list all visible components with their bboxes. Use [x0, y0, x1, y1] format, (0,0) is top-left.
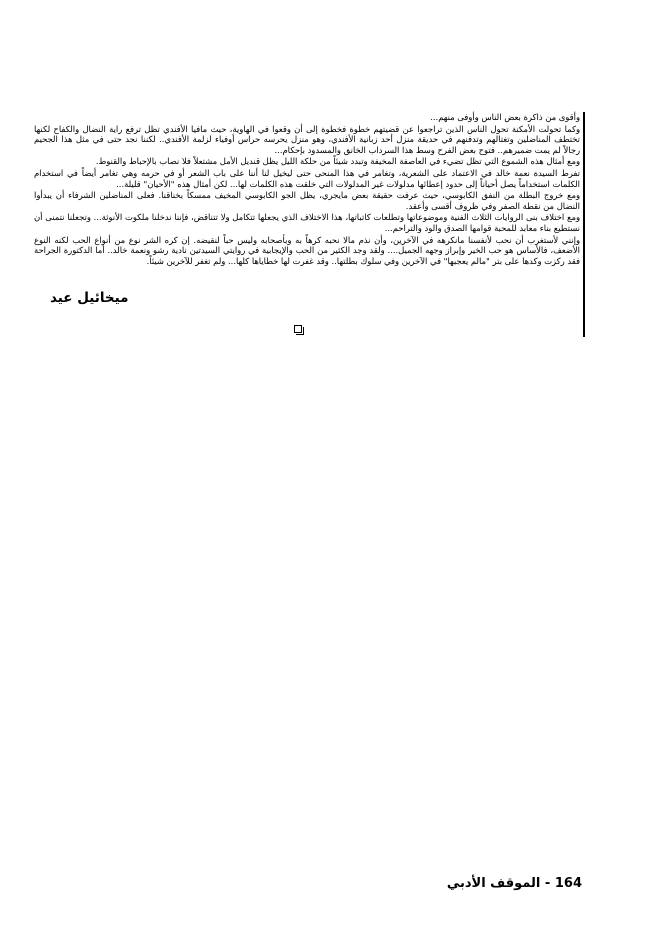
page-footer — [432, 876, 582, 891]
article-body — [34, 112, 580, 266]
publication-name: الموقف الأدبي — [446, 876, 541, 891]
paragraph: وكما تحولت الأمكنة تحول الناس الذين تراجعوا عن قضيتهم خطوة فخطوة إلى أن وقعوا في الهاوية، حيث مافيا الأفندي تظل ترفع راية النضال والكفاح لكنها تختطف المناضلين وتغتالهم وتدفنهم في حديقة منزل أحد زبانية الأفندي، وهو منزل يحرسه حراس أوفياء لزلمة الأفندي.. لكننا نجد حتى في مثل هذا الجحيم رجالاً لم يمت ضميرهم.. فتوح بعض الفرح وسط هذا السرداب الخانق والمسدود بإحكام... — [34, 123, 580, 155]
paragraph: ومع اختلاف بنى الروايات الثلاث الفنية وموضوعاتها وتطلعات كاتباتها، هذا الاختلاف الذي يجعلها تتكامل ولا تتناقض، فإننا ندخلنا ملكوت الأنوثة... وتجعلنا نتمنى أن نستطيع بناء معابد للمحبة قوامها الصدق والود والتراحم... — [34, 212, 580, 233]
page-number: 164 — [554, 876, 582, 891]
paragraph: ومع خروج البطلة من النفق الكابوسي، حيث عرفت حقيقة بعض مايجري، يظل الجو الكابوسي المخيف ممسكاً بخناقنا. فعلى المناضلين الشرفاء أن يبدأوا النضال من نقطة الصفر وفي ظروف أقسى وأعقد. — [34, 190, 580, 211]
paragraph: تفرط السيدة نعمة خالد في الاعتماد على الشعرية، وتغامر في هذا المنحى حتى ليخيل لنا أننا على باب الشعر أو في حرمه وهي تغامر أيضاً في استخدام الكلمات استخداماً يصل أحياناً إلى حدود إعطائها مدلولات غير المدلولات التي خلقت هذه الكلمات لها... لكن أمثال هذه "الأحيان" قليلة... — [34, 167, 580, 189]
author-signature: ميخائيل عيد — [50, 290, 129, 306]
paragraph: ومع أمثال هذه الشموع التي تظل تضيء في العاصفة المخيفة وتبدد شيئاً من حلكة الليل يظل قنديل الأمل مشتعلاً فلا نصاب بالإحباط والقنوط. — [95, 156, 580, 167]
footer-separator: - — [544, 876, 551, 891]
column-rule — [583, 112, 585, 337]
end-of-article-icon — [294, 325, 302, 333]
paragraph: وأقوى من ذاكرة بعض الناس وأوفى منهم... — [430, 112, 580, 122]
paragraph: وإنني لأستغرب أن نحب لأنفسنا مانكرهه في الآخرين، وأن نذم مالا نحبه كرهاً به وبأصحابه وليس حباً لنقيضه. إن كره الشر نوع من أنواع الحب لكنه النوع الأضعف، فالأساس هو حب الخير وإبراز وجهه الجميل.... ولقد وجد الكثير من الحب والإيجابية في روايتي السيدتين نادية رشو ونعمة خالد.. أما الدكتورة الجراحة فقد ركزت وكدها على بتر "مالم يعجبها" في الآخرين وفي سلوك بطلتها.. وقد غفرت لها خطاياها كلها... ولم تغفر للآخرين شيئاً. — [34, 234, 580, 266]
